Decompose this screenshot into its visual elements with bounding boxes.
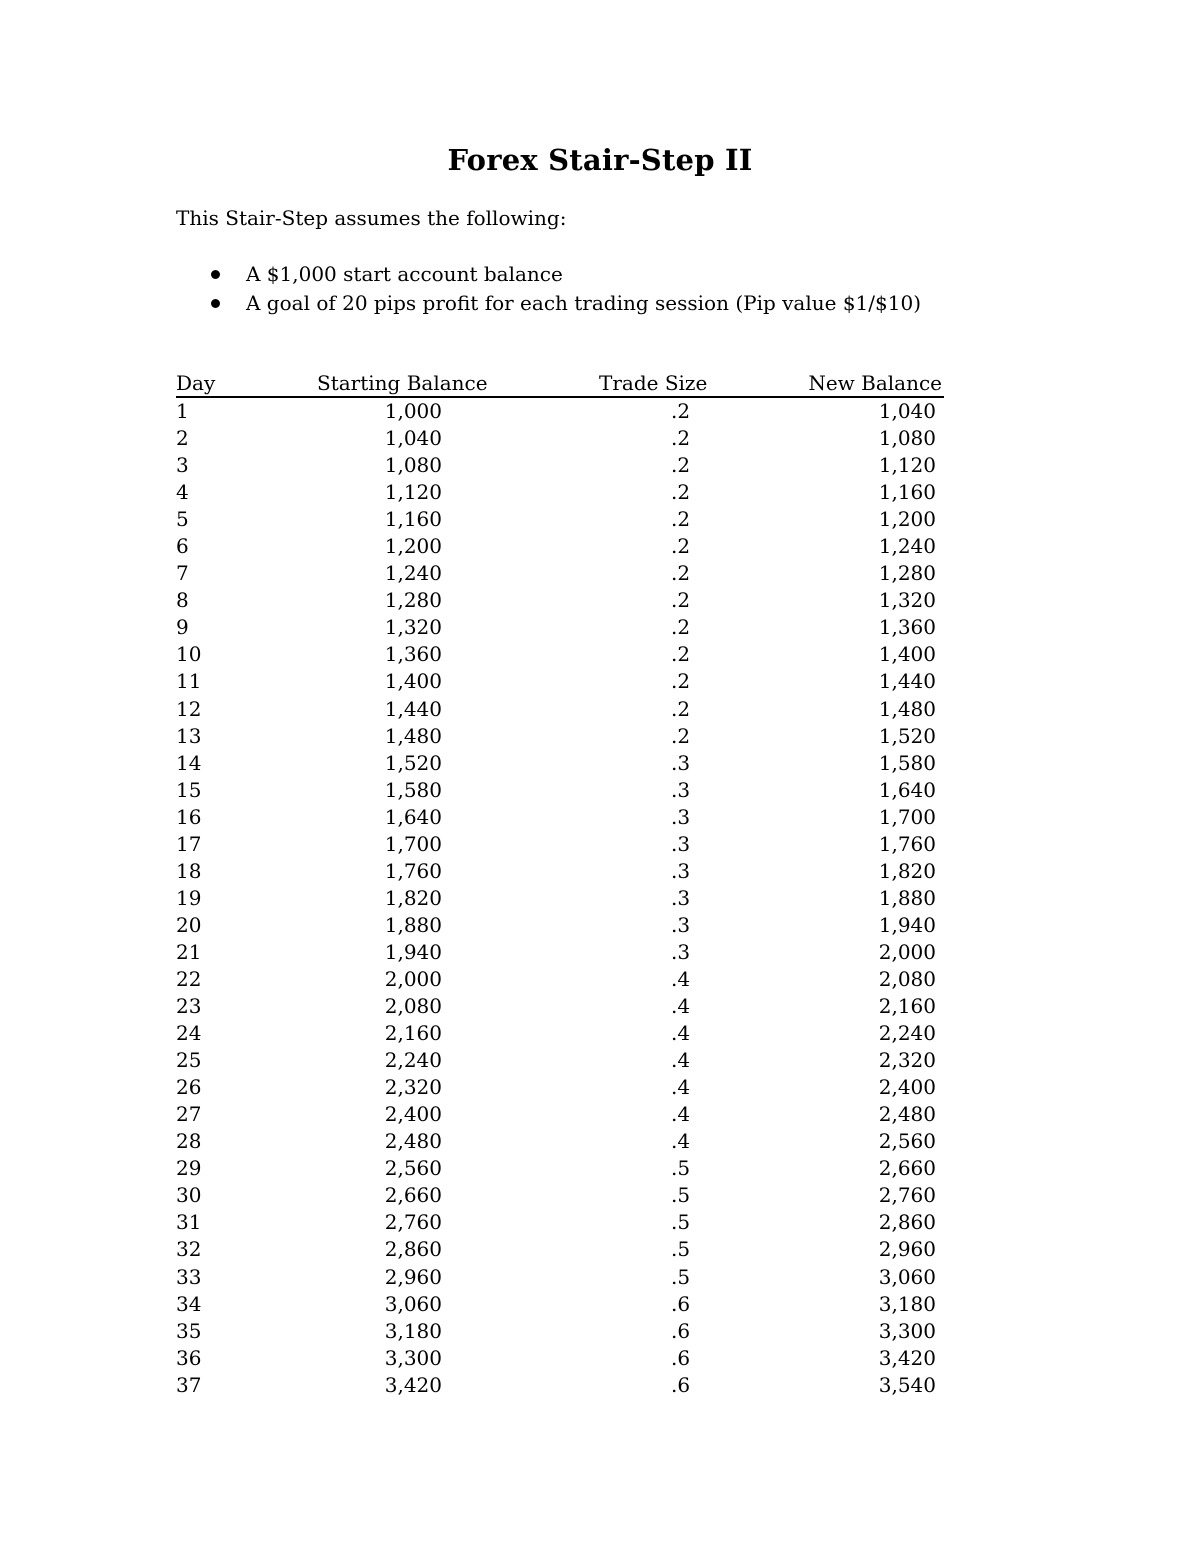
- cell-trade-size: .4: [671, 1129, 691, 1154]
- table-row: [176, 398, 944, 425]
- table-row: [176, 1264, 944, 1291]
- table-row: [176, 479, 944, 506]
- cell-trade-size: .4: [671, 1021, 691, 1046]
- cell-day: 26: [176, 1075, 202, 1100]
- cell-day: 6: [176, 534, 189, 559]
- cell-new-balance: 1,320: [878, 588, 936, 613]
- cell-starting-balance: 1,640: [384, 804, 442, 829]
- cell-starting-balance: 1,940: [384, 939, 442, 964]
- cell-new-balance: 3,060: [878, 1264, 936, 1289]
- cell-day: 24: [176, 1021, 202, 1046]
- cell-trade-size: .2: [671, 534, 691, 559]
- cell-starting-balance: 1,200: [384, 534, 442, 559]
- table-row: [176, 831, 944, 858]
- cell-starting-balance: 1,400: [384, 669, 442, 694]
- cell-trade-size: .4: [671, 966, 691, 991]
- cell-starting-balance: 1,240: [384, 561, 442, 586]
- cell-day: 13: [176, 723, 202, 748]
- cell-trade-size: .2: [671, 696, 691, 721]
- table-row: [176, 1372, 944, 1399]
- cell-new-balance: 1,820: [878, 858, 936, 883]
- cell-trade-size: .2: [671, 399, 691, 423]
- cell-trade-size: .2: [671, 453, 691, 478]
- cell-starting-balance: 1,040: [384, 426, 442, 451]
- cell-starting-balance: 2,960: [384, 1264, 442, 1289]
- cell-new-balance: 2,960: [878, 1237, 936, 1262]
- cell-starting-balance: 2,660: [384, 1183, 442, 1208]
- cell-day: 15: [176, 777, 202, 802]
- cell-new-balance: 2,760: [878, 1183, 936, 1208]
- cell-new-balance: 2,480: [878, 1102, 936, 1127]
- cell-starting-balance: 2,400: [384, 1102, 442, 1127]
- cell-trade-size: .3: [671, 777, 691, 802]
- cell-trade-size: .2: [671, 507, 691, 532]
- cell-day: 11: [176, 669, 202, 694]
- table-row: [176, 1291, 944, 1318]
- cell-starting-balance: 1,160: [384, 507, 442, 532]
- cell-new-balance: 1,940: [878, 912, 936, 937]
- list-item: [176, 260, 921, 289]
- cell-trade-size: .6: [671, 1291, 691, 1316]
- cell-day: 16: [176, 804, 202, 829]
- cell-day: 10: [176, 642, 202, 667]
- cell-trade-size: .6: [671, 1318, 691, 1343]
- table-row: [176, 1209, 944, 1236]
- bullet-icon: [211, 270, 220, 279]
- cell-new-balance: 1,040: [878, 399, 936, 423]
- cell-day: 17: [176, 831, 202, 856]
- cell-starting-balance: 2,240: [384, 1048, 442, 1073]
- assumption-text: A goal of 20 pips profit for each trading session (Pip value $1/$10): [246, 291, 921, 315]
- cell-day: 37: [176, 1372, 202, 1397]
- cell-starting-balance: 2,160: [384, 1021, 442, 1046]
- cell-new-balance: 2,860: [878, 1210, 936, 1235]
- cell-new-balance: 1,580: [878, 750, 936, 775]
- cell-starting-balance: 2,320: [384, 1075, 442, 1100]
- cell-starting-balance: 1,320: [384, 615, 442, 640]
- stair-step-table: [176, 370, 944, 1399]
- table-row: [176, 614, 944, 641]
- table-row: [176, 750, 944, 777]
- cell-trade-size: .3: [671, 858, 691, 883]
- cell-day: 7: [176, 561, 189, 586]
- table-row: [176, 1128, 944, 1155]
- cell-day: 27: [176, 1102, 202, 1127]
- cell-trade-size: .4: [671, 1102, 691, 1127]
- table-row: [176, 668, 944, 695]
- cell-new-balance: 1,400: [878, 642, 936, 667]
- cell-day: 5: [176, 507, 189, 532]
- cell-day: 20: [176, 912, 202, 937]
- table-row: [176, 452, 944, 479]
- cell-trade-size: .3: [671, 750, 691, 775]
- cell-starting-balance: 1,120: [384, 480, 442, 505]
- table-body: [176, 398, 944, 1399]
- cell-day: 31: [176, 1210, 202, 1235]
- cell-trade-size: .2: [671, 426, 691, 451]
- cell-day: 36: [176, 1345, 202, 1370]
- header-new-balance: New Balance: [808, 371, 942, 395]
- cell-trade-size: .4: [671, 1075, 691, 1100]
- cell-new-balance: 2,240: [878, 1021, 936, 1046]
- bullet-icon: [211, 299, 220, 308]
- cell-new-balance: 1,080: [878, 426, 936, 451]
- table-row: [176, 560, 944, 587]
- cell-new-balance: 2,320: [878, 1048, 936, 1073]
- cell-new-balance: 1,480: [878, 696, 936, 721]
- table-row: [176, 587, 944, 614]
- cell-trade-size: .2: [671, 642, 691, 667]
- cell-new-balance: 1,880: [878, 885, 936, 910]
- table-row: [176, 1318, 944, 1345]
- cell-trade-size: .2: [671, 480, 691, 505]
- cell-new-balance: 1,160: [878, 480, 936, 505]
- cell-day: 18: [176, 858, 202, 883]
- cell-trade-size: .4: [671, 994, 691, 1019]
- table-row: [176, 641, 944, 668]
- cell-day: 35: [176, 1318, 202, 1343]
- assumption-text: A $1,000 start account balance: [246, 262, 563, 286]
- cell-new-balance: 2,560: [878, 1129, 936, 1154]
- table-row: [176, 993, 944, 1020]
- cell-starting-balance: 2,760: [384, 1210, 442, 1235]
- table-row: [176, 506, 944, 533]
- cell-new-balance: 1,640: [878, 777, 936, 802]
- cell-starting-balance: 3,180: [384, 1318, 442, 1343]
- cell-day: 23: [176, 994, 202, 1019]
- table-row: [176, 1345, 944, 1372]
- cell-starting-balance: 1,000: [384, 399, 442, 423]
- cell-trade-size: .6: [671, 1345, 691, 1370]
- cell-day: 14: [176, 750, 202, 775]
- cell-new-balance: 2,400: [878, 1075, 936, 1100]
- cell-trade-size: .2: [671, 669, 691, 694]
- cell-trade-size: .3: [671, 939, 691, 964]
- cell-starting-balance: 1,440: [384, 696, 442, 721]
- table-row: [176, 939, 944, 966]
- page-title: Forex Stair-Step II: [447, 143, 753, 177]
- cell-starting-balance: 3,300: [384, 1345, 442, 1370]
- table-row: [176, 425, 944, 452]
- cell-starting-balance: 1,700: [384, 831, 442, 856]
- cell-starting-balance: 2,480: [384, 1129, 442, 1154]
- cell-new-balance: 1,200: [878, 507, 936, 532]
- cell-day: 25: [176, 1048, 202, 1073]
- cell-new-balance: 1,280: [878, 561, 936, 586]
- cell-trade-size: .5: [671, 1210, 691, 1235]
- cell-day: 30: [176, 1183, 202, 1208]
- cell-new-balance: 3,180: [878, 1291, 936, 1316]
- cell-new-balance: 1,700: [878, 804, 936, 829]
- cell-new-balance: 1,240: [878, 534, 936, 559]
- cell-trade-size: .5: [671, 1237, 691, 1262]
- table-header: [176, 370, 944, 398]
- cell-new-balance: 3,300: [878, 1318, 936, 1343]
- cell-new-balance: 2,000: [878, 939, 936, 964]
- cell-starting-balance: 2,000: [384, 966, 442, 991]
- table-row: [176, 723, 944, 750]
- cell-day: 29: [176, 1156, 202, 1181]
- cell-trade-size: .6: [671, 1372, 691, 1397]
- cell-starting-balance: 1,580: [384, 777, 442, 802]
- cell-new-balance: 2,160: [878, 994, 936, 1019]
- intro-text: This Stair-Step assumes the following:: [176, 206, 567, 230]
- table-row: [176, 1074, 944, 1101]
- cell-starting-balance: 2,860: [384, 1237, 442, 1262]
- cell-trade-size: .5: [671, 1264, 691, 1289]
- cell-starting-balance: 1,820: [384, 885, 442, 910]
- cell-day: 28: [176, 1129, 202, 1154]
- cell-day: 4: [176, 480, 189, 505]
- cell-trade-size: .3: [671, 912, 691, 937]
- cell-new-balance: 1,360: [878, 615, 936, 640]
- cell-day: 22: [176, 966, 202, 991]
- table-row: [176, 1155, 944, 1182]
- cell-new-balance: 2,660: [878, 1156, 936, 1181]
- table-row: [176, 1182, 944, 1209]
- table-row: [176, 533, 944, 560]
- cell-trade-size: .3: [671, 885, 691, 910]
- cell-starting-balance: 1,520: [384, 750, 442, 775]
- cell-trade-size: .3: [671, 804, 691, 829]
- header-trade-size: Trade Size: [599, 371, 708, 395]
- cell-day: 33: [176, 1264, 202, 1289]
- cell-starting-balance: 2,560: [384, 1156, 442, 1181]
- cell-day: 1: [176, 399, 189, 423]
- cell-day: 34: [176, 1291, 202, 1316]
- cell-day: 8: [176, 588, 189, 613]
- table-row: [176, 804, 944, 831]
- table-row: [176, 777, 944, 804]
- table-row: [176, 885, 944, 912]
- table-row: [176, 1047, 944, 1074]
- table-row: [176, 1236, 944, 1263]
- table-row: [176, 1020, 944, 1047]
- cell-trade-size: .5: [671, 1156, 691, 1181]
- cell-new-balance: 1,120: [878, 453, 936, 478]
- cell-trade-size: .2: [671, 561, 691, 586]
- cell-day: 3: [176, 453, 189, 478]
- cell-day: 9: [176, 615, 189, 640]
- table-row: [176, 1101, 944, 1128]
- cell-trade-size: .4: [671, 1048, 691, 1073]
- cell-trade-size: .5: [671, 1183, 691, 1208]
- cell-new-balance: 1,440: [878, 669, 936, 694]
- cell-day: 32: [176, 1237, 202, 1262]
- cell-starting-balance: 1,480: [384, 723, 442, 748]
- cell-new-balance: 2,080: [878, 966, 936, 991]
- cell-trade-size: .2: [671, 615, 691, 640]
- cell-day: 21: [176, 939, 202, 964]
- cell-new-balance: 1,760: [878, 831, 936, 856]
- cell-new-balance: 3,540: [878, 1372, 936, 1397]
- header-starting-balance: Starting Balance: [317, 371, 488, 395]
- cell-starting-balance: 1,360: [384, 642, 442, 667]
- cell-trade-size: .3: [671, 831, 691, 856]
- cell-starting-balance: 2,080: [384, 994, 442, 1019]
- cell-starting-balance: 1,760: [384, 858, 442, 883]
- table-row: [176, 966, 944, 993]
- cell-starting-balance: 3,420: [384, 1372, 442, 1397]
- cell-trade-size: .2: [671, 588, 691, 613]
- cell-new-balance: 3,420: [878, 1345, 936, 1370]
- cell-trade-size: .2: [671, 723, 691, 748]
- assumptions-list: [176, 260, 921, 318]
- cell-day: 2: [176, 426, 189, 451]
- cell-starting-balance: 1,880: [384, 912, 442, 937]
- list-item: [176, 289, 921, 318]
- table-row: [176, 912, 944, 939]
- cell-starting-balance: 3,060: [384, 1291, 442, 1316]
- table-row: [176, 696, 944, 723]
- cell-day: 12: [176, 696, 202, 721]
- cell-new-balance: 1,520: [878, 723, 936, 748]
- cell-starting-balance: 1,280: [384, 588, 442, 613]
- cell-starting-balance: 1,080: [384, 453, 442, 478]
- table-row: [176, 858, 944, 885]
- header-day: Day: [176, 371, 216, 395]
- cell-day: 19: [176, 885, 202, 910]
